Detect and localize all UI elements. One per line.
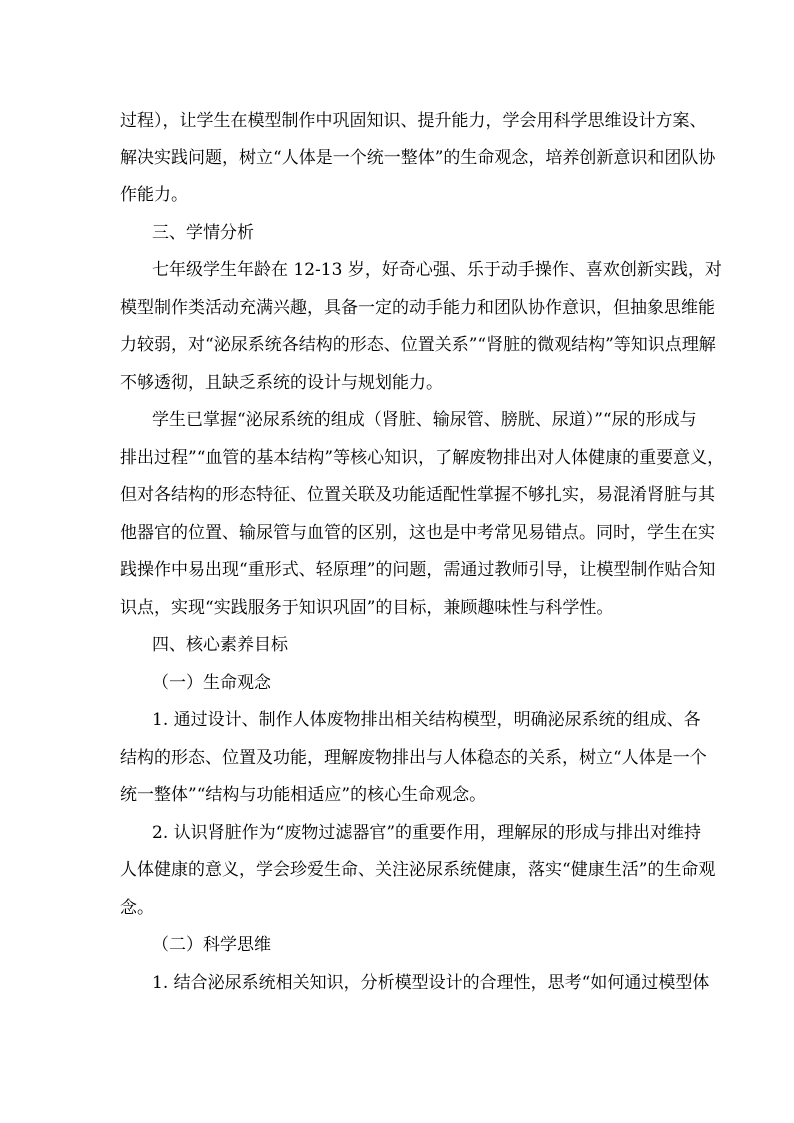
section-heading: 四、核心素养目标 bbox=[152, 635, 288, 655]
text-line: 他器官的位置、输尿管与血管的区别，这也是中考常见易错点。同时，学生在实 bbox=[120, 523, 715, 543]
text-line: 1. 结合泌尿系统相关知识，分析模型设计的合理性，思考“如何通过模型体 bbox=[152, 973, 710, 993]
text-line: 解决实践问题，树立“人体是一个统一整体”的生命观念，培养创新意识和团队协 bbox=[120, 148, 716, 168]
text-line: 排出过程”“血管的基本结构”等核心知识，了解废物排出对人体健康的重要意义， bbox=[120, 448, 725, 468]
subsection-heading: （二）科学思维 bbox=[152, 935, 271, 955]
text-line: 统一整体”“结构与功能相适应”的核心生命观念。 bbox=[120, 785, 487, 805]
text-line: 力较弱，对“泌尿系统各结构的形态、位置关系”“肾脏的微观结构”等知识点理解 bbox=[120, 335, 716, 355]
text-line: 1. 通过设计、制作人体废物排出相关结构模型，明确泌尿系统的组成、各 bbox=[152, 710, 701, 730]
text-line: 践操作中易出现“重形式、轻原理”的问题，需通过教师引导，让模型制作贴合知 bbox=[120, 560, 716, 580]
text-line: 结构的形态、位置及功能，理解废物排出与人体稳态的关系，树立“人体是一个 bbox=[120, 748, 707, 768]
text-line: 识点，实现“实践服务于知识巩固”的目标，兼顾趣味性与科学性。 bbox=[120, 598, 614, 618]
subsection-heading: （一）生命观念 bbox=[152, 673, 271, 693]
text-line: 学生已掌握“泌尿系统的组成（肾脏、输尿管、膀胱、尿道）”“尿的形成与 bbox=[152, 410, 697, 430]
text-line: 但对各结构的形态特征、位置关联及功能适配性掌握不够扎实，易混淆肾脏与其 bbox=[120, 485, 715, 505]
text-line: 过程），让学生在模型制作中巩固知识、提升能力，学会用科学思维设计方案、 bbox=[120, 111, 707, 131]
text-line: 人体健康的意义，学会珍爱生命、关注泌尿系统健康，落实“健康生活”的生命观 bbox=[120, 860, 716, 880]
text-line: 作能力。 bbox=[120, 185, 188, 205]
text-line: 七年级学生年龄在 12-13 岁，好奇心强、乐于动手操作、喜欢创新实践，对 bbox=[152, 260, 722, 280]
text-line: 模型制作类活动充满兴趣，具备一定的动手能力和团队协作意识，但抽象思维能 bbox=[120, 298, 715, 318]
text-line: 2. 认识肾脏作为“废物过滤器官”的重要作用，理解尿的形成与排出对维持 bbox=[152, 823, 702, 843]
section-heading: 三、学情分析 bbox=[152, 223, 254, 243]
text-line: 念。 bbox=[120, 898, 154, 918]
text-line: 不够透彻，且缺乏系统的设计与规划能力。 bbox=[120, 373, 443, 393]
